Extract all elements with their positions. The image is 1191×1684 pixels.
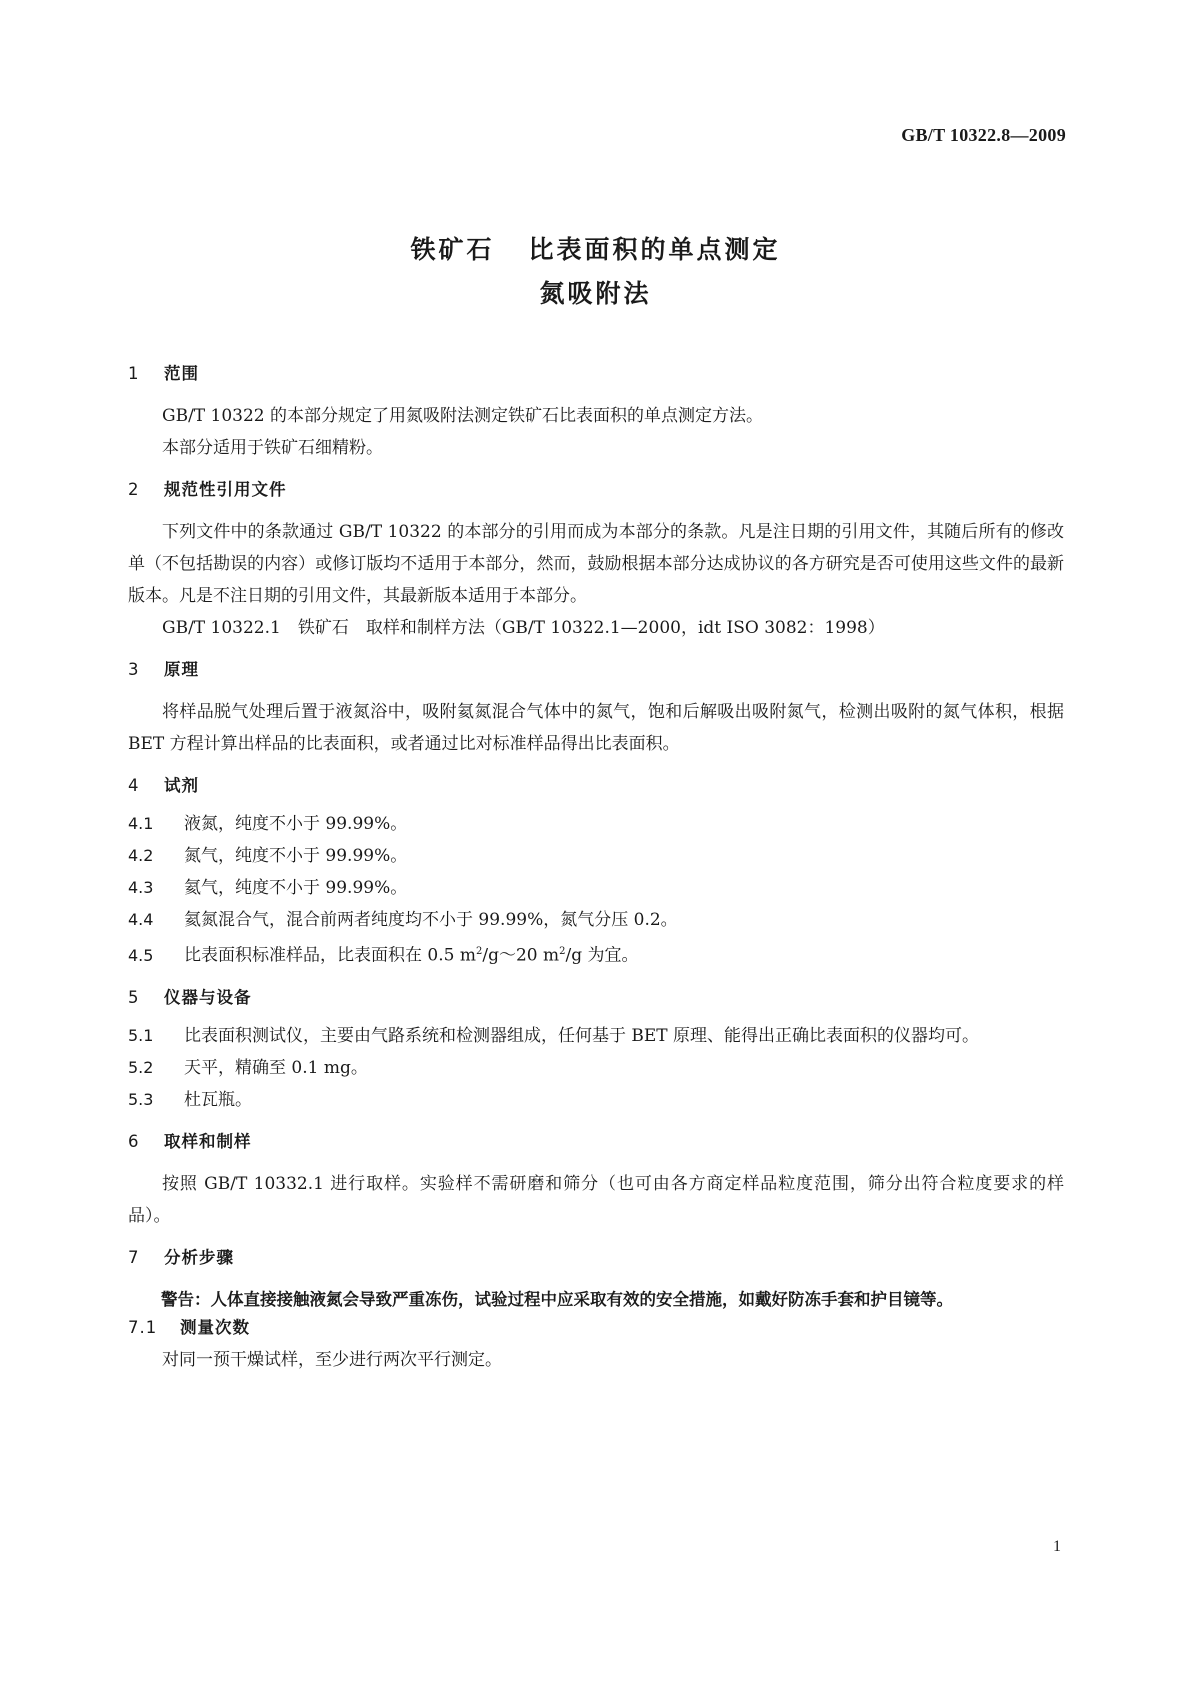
paragraph: 按照 GB/T 10332.1 进行取样。实验样不需研磨和筛分（也可由各方商定样品粒度范围，筛分出符合粒度要求的样品）。 <box>128 1173 1064 1226</box>
subsection-7-1-heading: 7.1 测量次数 <box>128 1317 250 1337</box>
list-item: 4.4 氦氮混合气，混合前两者纯度均不小于 99.99%，氮气分压 0.2。 <box>128 910 678 930</box>
list-item: 5.3 杜瓦瓶。 <box>128 1089 252 1110</box>
list-item: 5.1 比表面积测试仪，主要由气路系统和检测器组成，任何基于 BET 原理、能得出正确比表面积的仪器均可。 <box>128 1025 980 1046</box>
paragraph: 下列文件中的条款通过 GB/T 10322 的本部分的引用而成为本部分的条款。凡是注日期的引用文件，其随后所有的修改单（不包括勘误的内容）或修订版均不适用于本部分，然而，鼓励根据本部分达成协议的各方研究是否可使用这些文件的最新版本。凡是不注日期的引用文件，其最新版本适用于本部分。 <box>128 522 1064 606</box>
section-1-heading: 1 范围 <box>128 364 199 383</box>
document-body <box>128 362 1064 1376</box>
list-item: 4.1 液氮，纯度不小于 99.99%。 <box>128 814 408 834</box>
paragraph: 本部分适用于铁矿石细精粉。 <box>162 438 383 458</box>
title-part1: 铁矿石 <box>410 235 495 264</box>
section-7-heading: 7 分析步骤 <box>128 1247 234 1267</box>
list-item: 4.3 氦气，纯度不小于 99.99%。 <box>128 878 408 898</box>
section-5-heading: 5 仪器与设备 <box>128 987 252 1007</box>
section-6-heading: 6 取样和制样 <box>128 1131 252 1151</box>
paragraph: GB/T 10322 的本部分规定了用氮吸附法测定铁矿石比表面积的单点测定方法。 <box>162 406 764 426</box>
list-item: 4.5 比表面积标准样品，比表面积在 0.5 $m^2/g\sim 20$ $m^2/g$ 为宜。 <box>128 945 639 966</box>
normative-reference: GB/T 10322.1 铁矿石 取样和制样方法（GB/T 10322.1—2000，idt ISO 3082：1998） <box>162 618 885 638</box>
document-title-line1 <box>0 230 1191 266</box>
warning-text: 警告：人体直接接触液氮会导致严重冻伤，试验过程中应采取有效的安全措施，如戴好防冻手套和护目镜等。 <box>161 1289 953 1309</box>
standard-number: GB/T 10322.8—2009 <box>901 125 1066 145</box>
document-title-line2: 氮吸附法 <box>539 279 652 308</box>
section-4-heading: 4 试剂 <box>128 776 199 795</box>
page-number: 1 <box>1053 1538 1061 1555</box>
paragraph: 将样品脱气处理后置于液氮浴中，吸附氦氮混合气体中的氮气，饱和后解吸出吸附氮气，检测出吸附的氮气体积，根据 BET 方程计算出样品的比表面积，或者通过比对标准样品得出比表面积。 <box>128 702 1064 754</box>
list-item: 4.2 氮气，纯度不小于 99.99%。 <box>128 846 408 866</box>
list-item: 5.2 天平，精确至 0.1 mg。 <box>128 1057 368 1078</box>
section-2-heading: 2 规范性引用文件 <box>128 480 287 499</box>
paragraph: 对同一预干燥试样，至少进行两次平行测定。 <box>162 1349 502 1370</box>
section-3-heading: 3 原理 <box>128 660 199 679</box>
title-part2: 比表面积的单点测定 <box>528 235 781 264</box>
